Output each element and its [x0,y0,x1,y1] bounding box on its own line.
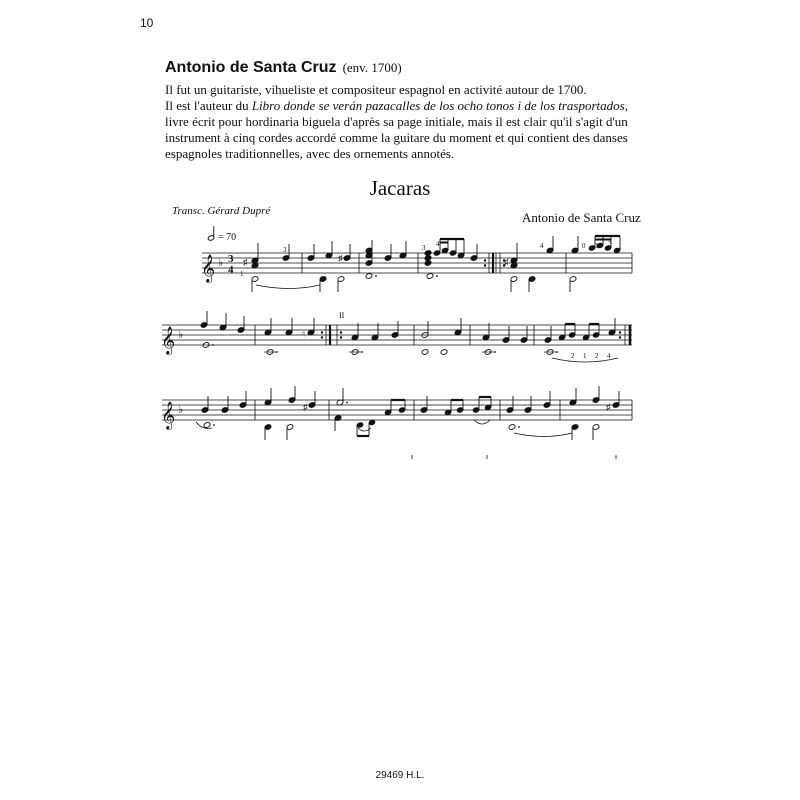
fingering: 1 [583,352,587,360]
notes-system-2 [200,311,618,362]
svg-text:♯: ♯ [606,402,611,412]
treble-clef-icon: 𝄞 [201,256,216,282]
flat-key-signature: ♭ [218,257,224,269]
treble-clef-icon: 𝄞 [161,328,176,354]
piece-title: Jacaras [369,176,431,200]
staff-system-2 [161,311,632,362]
piece-composer: Antonio de Santa Cruz [522,210,641,225]
book-title: Libro donde se verán pazacalles de los ocho tonos i de los trasportados [251,98,625,113]
bio-line-1: Il fut un guitariste, vihueliste et compositeur espagnol en activité autour de 1700. [165,82,587,97]
svg-text:♮: ♮ [302,329,306,339]
treble-clef-icon: 𝄞 [161,403,176,429]
page-number: 10 [140,16,154,30]
footer-catalog-code: 29469 H.L. [375,770,425,781]
notes-system-1 [243,236,621,292]
fingering: 1 [595,242,599,250]
flat-key-signature: ♭ [178,404,184,416]
svg-text:♯: ♯ [504,257,509,267]
composer-dates: (env. 1700) [342,60,402,75]
notes-system-3 [196,386,620,440]
composer-name: Antonio de Santa Cruz [165,59,337,76]
fingering: 0 [582,242,586,250]
bio-text-before-title: Il est l'auteur du [165,98,252,113]
transcriber-credit: Transc. Gérard Dupré [172,205,271,217]
fingering: 3 [283,246,287,254]
time-signature-top: 3 [228,253,234,265]
fingering: 4 [436,240,440,248]
svg-text:♯: ♯ [303,402,308,412]
tempo-marking [207,226,236,243]
fingerings-system-2 [571,352,611,360]
svg-text:♯: ♯ [338,253,343,263]
fingering: 3 [608,240,612,248]
fingering: 2 [571,352,575,360]
position-marking: II [339,311,345,320]
fingering: 2 [595,352,599,360]
staff-system-1 [201,226,632,292]
time-signature-bottom: 4 [228,264,234,276]
bio-text-after-title: , livre écrit pour hordinaria biguela d'après sa page initiale, mais il est clair qu'il s'agit d'un instrument à cinq cordes accordé comme la guitare du moment et qui contient des danses espagnoles traditionnelles, avec des ornements annotés. [165,98,628,161]
fingering: 4 [540,242,544,250]
stray-marks [412,455,616,459]
fingering: 4 [607,352,611,360]
fingering: 3 [422,244,426,252]
svg-text:♯: ♯ [243,257,248,267]
staff-system-3 [161,386,632,459]
fingering: 1 [240,270,244,278]
flat-key-signature: ♭ [178,329,184,341]
tempo-value: = 70 [218,232,237,243]
